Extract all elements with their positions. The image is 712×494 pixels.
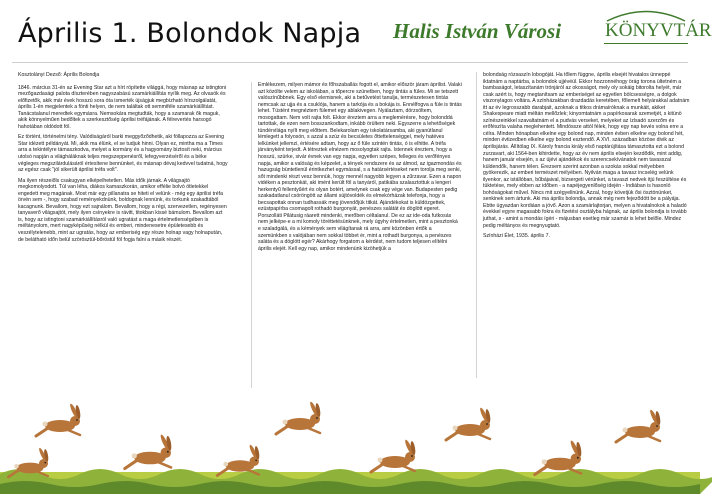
hare-icon — [616, 409, 661, 442]
hare-icon — [276, 401, 321, 434]
paragraph: bolondság rózsaszín lobogóját. Ha tőlem függne, április elsejét hivatalos ünneppé iktatnám a naptárba, a bolondok ujjévéül. Ekkor hozzonnéhogy örág torona ültetném a bambaságot, letaszítanám trónjáról az okosságot, mely oly sokáig bitorolta helyét, már csak azért is, hogy megtanítsam az emberiséget az egyetlen bölcsességre, a dolgok viszonylagos voltára. A színházakban drazdadás keretében, főlemelt helyárakkal adatnám itt az év legrosszabb darabjait, azoknak a titkos drámaíróknak a munkáit, akiket Shakespeare miatt méltán mellőzlek; kinyomtatnám a papírkosarak szemetjét, s kitünö színészeinkkel szavaltatnám el a pudvás verseket, melyeket az ízlsadó szerzőm és erőfészíta valaha meglehentett. Mindössze attól félek, hogy egy nap kevés volna erre a célra. Minden hónapban elkelne egy bolond nap, minden évben elkelne egy bolond hét, minden évtizedben elkelne egy bolond esztendő. A XVI. században közöse divik az áprilisjárás. Állítólag IX. Károly francia király első naptárújítása támasztotta ezt a bolond zurzavart, aki 1564-ben kihirdette, hogy az év nem április elsején kezdődik, mint addig, hanem január elsején, s az újévi ajándékok és szerencsekívánatok nem tavasszal küldendők, hanem télen. Érezsem szerint azonban a szokás sokkal mélyebben gyökerezik, az emberi természet mélyében. Nyilván maga a tavasz incselég velünk ilyenkor, az istállóban, bűbájaival, bizsergeti vérünket, a tavaszi nedvek itjú feszültése és tüktetése, mely ebben az időben - a napéjegyenlőség idején - Indiában is hasonló bohóságokat művel. Nincs mit szégyellnünk. Azzal, hogy követjük ősi ösztönünket, senkinek sem ártunk. Aki ma április bolondja, annak még nem fejeződött be a pályája. Ebtte ügyazdan kordiáan a jövő. Azon a szamárlajtorjan, melyen a hivatalnokok a haladó évekkel egyre magasabb fokra és fizetési osztályba hágnak, az április bolondja is tovább juthat, s - amint a mondás ígéri - májusban esetleg már szamár is lehet belőle. Mindez pedig méltányos és megnyugtató. — [483, 72, 690, 229]
article-column-1 — [18, 72, 228, 378]
library-word: KÖNYVTÁR — [605, 20, 712, 41]
hare-icon — [36, 403, 81, 436]
article-source: Színházi Élet, 1935. április 7. — [483, 233, 550, 240]
hare-icon — [535, 440, 582, 475]
paragraph: Ez történt, történelmi tény. Valódiságáról barki meggyőződhetik, aki föllapozza az Evening Star idézett példányát. Mi, akik ma élünk, el se tudjuk hinni. Olyan ez, mintha ma a Times arra a tekintélyre támaszkodva, melyet a kormány és a hagyomány biztosít neki, március utolsó napján a világháláknak teljes megszeppenésről, lefegyverzéséről és a béke végleges megszilárdulásáról értesítene bennünket, és másnap dévaj kedvvel tudatná, hogy az egész csak "jól sikerült áprilisi tréfa volt". — [18, 134, 228, 174]
header-divider — [12, 62, 688, 63]
hare-icon — [371, 439, 416, 472]
running-hares-banner — [0, 396, 700, 494]
page-title: Április 1. Bolondok Napja — [18, 18, 362, 49]
hare-icon — [446, 407, 491, 440]
paragraph: 1846. március 31-én az Evening Star azt a hírt röpítette világgá, hogy másnap az istingtoni mezőgazdasági palota díszterében nagyszabású szamárkiállítás nyílik meg. Az olvasók és előfizetők, akik már évek hosszú sora óta ismerték újságjuk megbízható hírszolgálatát, április 1-én megjelentek a fönti helyen, de nem találtak ott semmiféle szamárkiállítást. Tanácstalanul meredtek egymásra. Nemsokára megtudták, hogy a szamarak ők maguk, akik könnyelműen bedőltek a szerkesztőség áprilisi tréfájának. A félrevertés harsogó hahotában oldódott föl. — [18, 84, 227, 130]
hare-icon — [125, 434, 172, 469]
article-column-2 — [251, 82, 462, 388]
logo-underline — [604, 43, 688, 44]
library-name: Halis István Városi — [393, 19, 562, 43]
paragraph: Ma ilyen részeiőls csakugyan elképelhetetlen. Más idők járnak. A világsajtó megkomolyodott. Túl van léha, diákos kamaszkorán, amikor effélie bolvó ötletekkel engedett meg magának. Most már egy pillanatra se hiteti el velünk - még egy áprilisi tréfa örvén sem -, hogy szabad reményekdnünk, boldognak lennünk, és torkunk szakadtából kacagnunk. Bevallom, hogy ezt sajnálom. Bevallom, hogy a régi, szervezetlen, regényesen tanyaverő világsajtót, mely ilyen csínyekre is rávitt, titokban kissé bámulom. Bevallom azt is, hogy az istingtoni szamárkiállításról való ugratást a maga értelmetlenségében is méltányolom, mert nagyképűség nélkül és emberi, mindenesetre épületesebb és veszélytelenebb, mint az ugratás, hogy az emberiség egy része holnap vagy holnapután, de belátható időn belül szörösztül-bőröstül föl fogja falni a másik részét. — [18, 177, 227, 243]
article-column-3 — [476, 72, 691, 378]
paragraph: Emlékezem, milyen mámor és főhszaballás fogott el, amikor először járam áprilist. Valaki azt közölte velem az iskolában, a tőpercre szünetben, hogy tintás a füles. Mi se tetszett valószínűbbnek. Egy első elemisnek, aki a betűvetést tanulja, természetesen tintás nemcsak az ujja és a csuklója, hanem a tarkója és a bokája is. Ennélfogva a füle is tintás lehet. Tüstént megnéztem fülemet egy ablakivegen. Nyálaztam, dörzsöltem, mosogattam. Nem volt rajta folt. Ekkor éreztem arra a meglemérésre, hogy bolonddá tartottak, de ezen nem bosszankodtam, inkább örültem neki. Egyszerre a lehetőségek tündérvilága nyílt meg előttem. Belekarolam egy iskolatársamba, aki gyanútlanul lémlegett a folyosón, s azzal a szúz és becsületes őttettelenséggel, mely hatéves lelkünket jellemzi, értésére adtam, hogy az ő füle szintén tintás, ó is elhitte. A tréfa járványként terjedt. A tétreztek elnézem mosolyogtak rajta. Istennek éreztem, hogy a hosszú, szürke, sivár évnek van egy napja, egyetlen szépes, felleges és verőfényes napja, amikor a valóság és képzelet, a tények rendszere és az álmod, az igazmondás és hazugság büntetlenül érintkezhet egymással, s a határsértéseket nem torolja meg senki, sőt mindenki részt vesz bennük, hogy mennél nagyobb legyen a zűrzavar. Ezen a napon vidéken a pesztonkát, aki imént került föl a tanyáról, patikába szalasztottuk a lengeri herkentyű fellentyűért és olyan botért, amelynek csak egy vége van. Budapesten pedig szakadatlanul csöröngött az állami sújtóvoldék és elmekórházak telefonja, hogy a becsapottak onnan tudhassák meg jövendőjük titkát. Ajándékokat is küldözgettek, ezüstpapírba csomagolt rothadó burgonyát, penészes salátát és döglött egeret. Porszolláti Pilátusig ráarett mindenki, merőben céltalanul. De ez az ide-oda futkosás nem jelképe-e a mi komoly töréttetésünknek, mely úgyhy értelmetlen, mint a pesztonká e szaladgálá, és a kémények sem világítanak rá arra, ami közönben értők a szemünkben s valójában nem sokkal többet ér, mint a rothadt burgonya, a penészes saláta és a döglött egér? Akárhogy forgatom a kérdést, nem tudom teljesen elítélni április elejét. Kell egy nap, amikor mindenünk kizöhetjük a — [258, 82, 462, 252]
article-byline: Kosztolányi Dezső: Április Bolondja — [18, 72, 100, 78]
